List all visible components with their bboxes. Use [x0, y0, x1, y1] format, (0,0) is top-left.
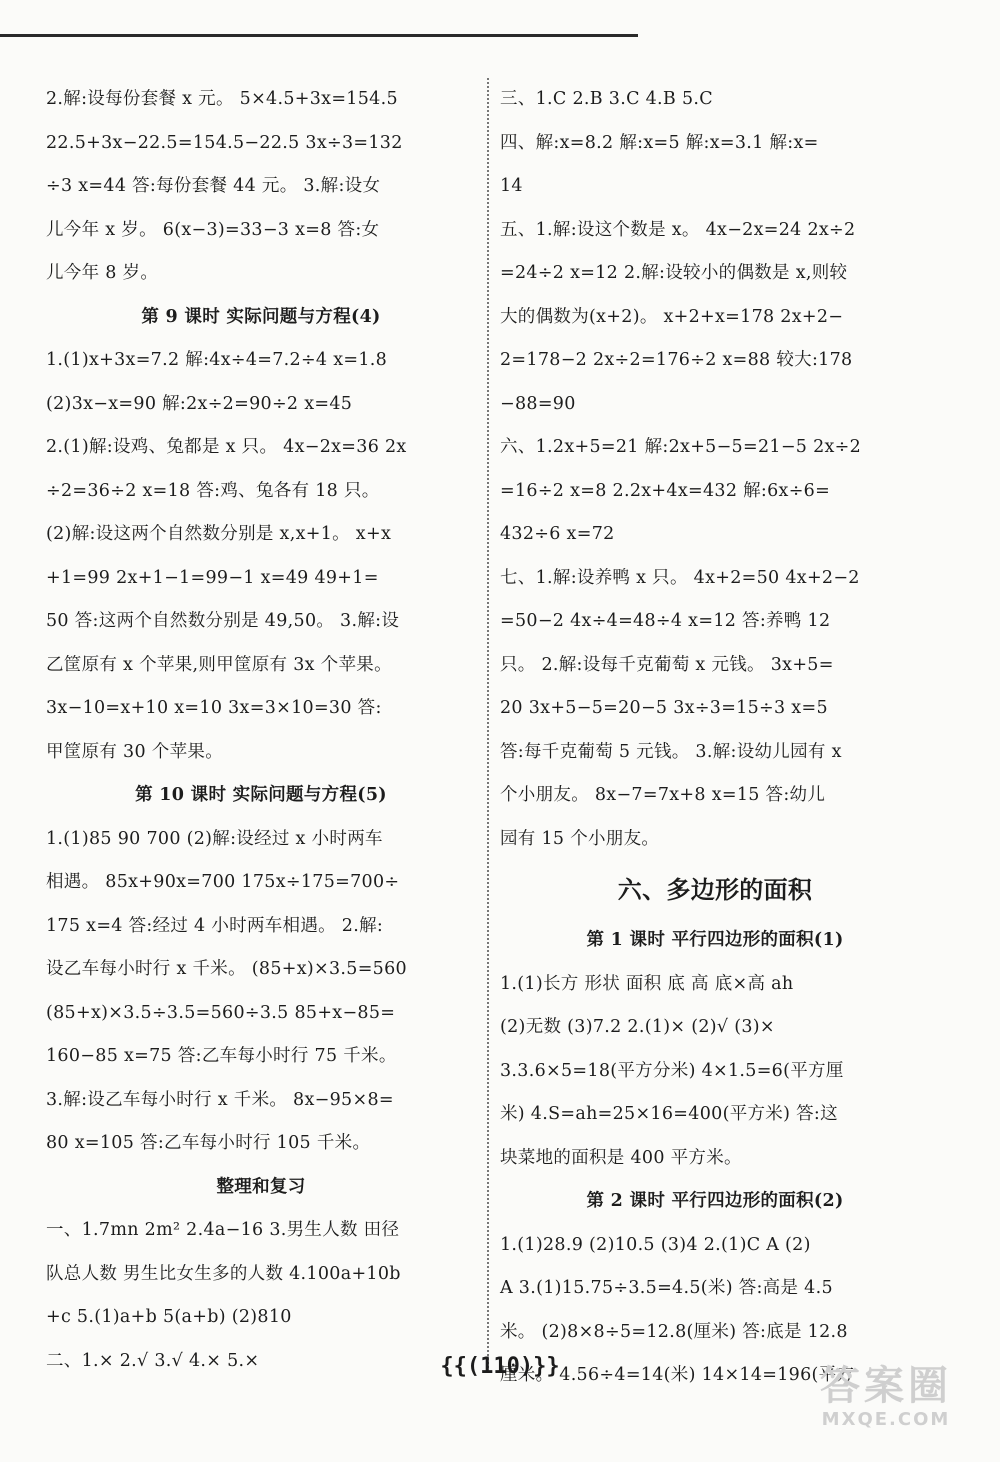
section-heading: 第 2 课时 平行四边形的面积(2) — [586, 1191, 844, 1211]
right-column — [500, 78, 930, 1398]
text-line: 二、1.× 2.√ 3.√ 4.× 5.× — [46, 1350, 260, 1371]
text-line: (2)解:设这两个自然数分别是 x,x+1。 x+x — [46, 524, 392, 544]
text-line: A 3.(1)15.75÷3.5=4.5(米) 答:高是 4.5 — [500, 1278, 833, 1298]
section-heading: 第 1 课时 平行四边形的面积(1) — [586, 930, 844, 950]
text-line: 七、1.解:设养鸭 x 只。 4x+2=50 4x+2−2 — [500, 567, 860, 588]
column-divider — [487, 78, 489, 1368]
text-line: 四、解:x=8.2 解:x=5 解:x=3.1 解:x= — [500, 132, 819, 153]
text-line: 米) 4.S=ah=25×16=400(平方米) 答:这 — [500, 1104, 838, 1124]
text-line: +1=99 2x+1−1=99−1 x=49 49+1= — [46, 567, 379, 588]
text-line: 80 x=105 答:乙车每小时行 105 千米。 — [46, 1133, 371, 1153]
text-line: 3.3.6×5=18(平方分米) 4×1.5=6(平方厘 — [500, 1060, 844, 1081]
text-line: 五、1.解:设这个数是 x。 4x−2x=24 2x÷2 — [500, 219, 856, 240]
text-line: −88=90 — [500, 393, 576, 414]
text-line: 设乙车每小时行 x 千米。 (85+x)×3.5=560 — [46, 959, 407, 979]
text-line: 2=178−2 2x÷2=176÷2 x=88 较大:178 — [500, 350, 853, 370]
text-line: 2.(1)解:设鸡、兔都是 x 只。 4x−2x=36 2x — [46, 437, 407, 457]
text-line: 儿今年 8 岁。 — [46, 263, 159, 283]
text-line: 米。 (2)8×8÷5=12.8(厘米) 答:底是 12.8 — [500, 1321, 848, 1342]
text-line: 1.(1)85 90 700 (2)解:设经过 x 小时两车 — [46, 828, 383, 849]
text-line: 乙筐原有 x 个苹果,则甲筐原有 3x 个苹果。 — [46, 654, 392, 675]
text-line: =24÷2 x=12 2.解:设较小的偶数是 x,则较 — [500, 263, 848, 283]
text-line: 3x−10=x+10 x=10 3x=3×10=30 答: — [46, 698, 382, 718]
text-line: 1.(1)长方 形状 面积 底 高 底×高 ah — [500, 973, 794, 994]
text-line: 个小朋友。 8x−7=7x+8 x=15 答:幼儿 — [500, 785, 826, 805]
text-line: 队总人数 男生比女生多的人数 4.100a+10b — [46, 1263, 401, 1284]
text-line: ÷3 x=44 答:每份套餐 44 元。 3.解:设女 — [46, 176, 381, 196]
text-line: 175 x=4 答:经过 4 小时两车相遇。 2.解: — [46, 915, 384, 936]
text-line: 432÷6 x=72 — [500, 524, 615, 544]
text-line: (2)无数 (3)7.2 2.(1)× (2)√ (3)× — [500, 1017, 775, 1037]
section-heading: 整理和复习 — [216, 1176, 306, 1197]
section-heading: 第 9 课时 实际问题与方程(4) — [141, 306, 381, 327]
text-line: 20 3x+5−5=20−5 3x÷3=15÷3 x=5 — [500, 698, 828, 718]
text-line: 儿今年 x 岁。 6(x−3)=33−3 x=8 答:女 — [46, 219, 380, 240]
section-heading: 第 10 课时 实际问题与方程(5) — [135, 785, 387, 805]
left-column — [46, 78, 476, 1383]
text-line: =50−2 4x÷4=48÷4 x=12 答:养鸭 12 — [500, 611, 831, 631]
page-number: {{(110)}} — [440, 1354, 560, 1379]
text-line: ÷2=36÷2 x=18 答:鸡、兔各有 18 只。 — [46, 480, 380, 501]
text-line: 甲筐原有 30 个苹果。 — [46, 741, 223, 762]
text-line: (2)3x−x=90 解:2x÷2=90÷2 x=45 — [46, 393, 353, 414]
text-line: 14 — [500, 176, 523, 196]
text-line: 一、1.7mn 2m² 2.4a−16 3.男生人数 田径 — [46, 1220, 400, 1240]
text-line: 厘米。 4.56÷4=14(米) 14×14=196(平方 — [500, 1365, 855, 1385]
chapter-title: 六、多边形的面积 — [617, 875, 813, 904]
text-line: 3.解:设乙车每小时行 x 千米。 8x−95×8= — [46, 1089, 394, 1110]
text-line: =16÷2 x=8 2.2x+4x=432 解:6x÷6= — [500, 480, 831, 501]
text-line: 只。 2.解:设每千克葡萄 x 元钱。 3x+5= — [500, 654, 834, 675]
text-line: (85+x)×3.5÷3.5=560÷3.5 85+x−85= — [46, 1002, 396, 1023]
text-line: 六、1.2x+5=21 解:2x+5−5=21−5 2x÷2 — [500, 437, 862, 457]
watermark-logo — [796, 1362, 976, 1432]
text-line: 22.5+3x−22.5=154.5−22.5 3x÷3=132 — [46, 132, 403, 153]
text-line: 160−85 x=75 答:乙车每小时行 75 千米。 — [46, 1046, 397, 1066]
text-line: 50 答:这两个自然数分别是 49,50。 3.解:设 — [46, 611, 400, 631]
text-line: 2.解:设每份套餐 x 元。 5×4.5+3x=154.5 — [46, 89, 398, 109]
text-line: 答:每千克葡萄 5 元钱。 3.解:设幼儿园有 x — [500, 741, 842, 762]
text-line: 三、1.C 2.B 3.C 4.B 5.C — [500, 89, 713, 109]
watermark-text: 答案圈 — [820, 1363, 952, 1409]
top-rule — [0, 34, 638, 37]
text-line: 1.(1)x+3x=7.2 解:4x÷4=7.2÷4 x=1.8 — [46, 350, 388, 370]
text-line: 园有 15 个小朋友。 — [500, 828, 660, 849]
text-line: +c 5.(1)a+b 5(a+b) (2)810 — [46, 1307, 292, 1327]
text-line: 块菜地的面积是 400 平方米。 — [500, 1147, 742, 1168]
text-line: 相遇。 85x+90x=700 175x÷175=700÷ — [46, 872, 400, 892]
text-line: 1.(1)28.9 (2)10.5 (3)4 2.(1)C A (2) — [500, 1234, 811, 1255]
watermark-url: MXQE.COM — [821, 1409, 951, 1430]
text-line: 大的偶数为(x+2)。 x+2+x=178 2x+2− — [500, 306, 844, 327]
